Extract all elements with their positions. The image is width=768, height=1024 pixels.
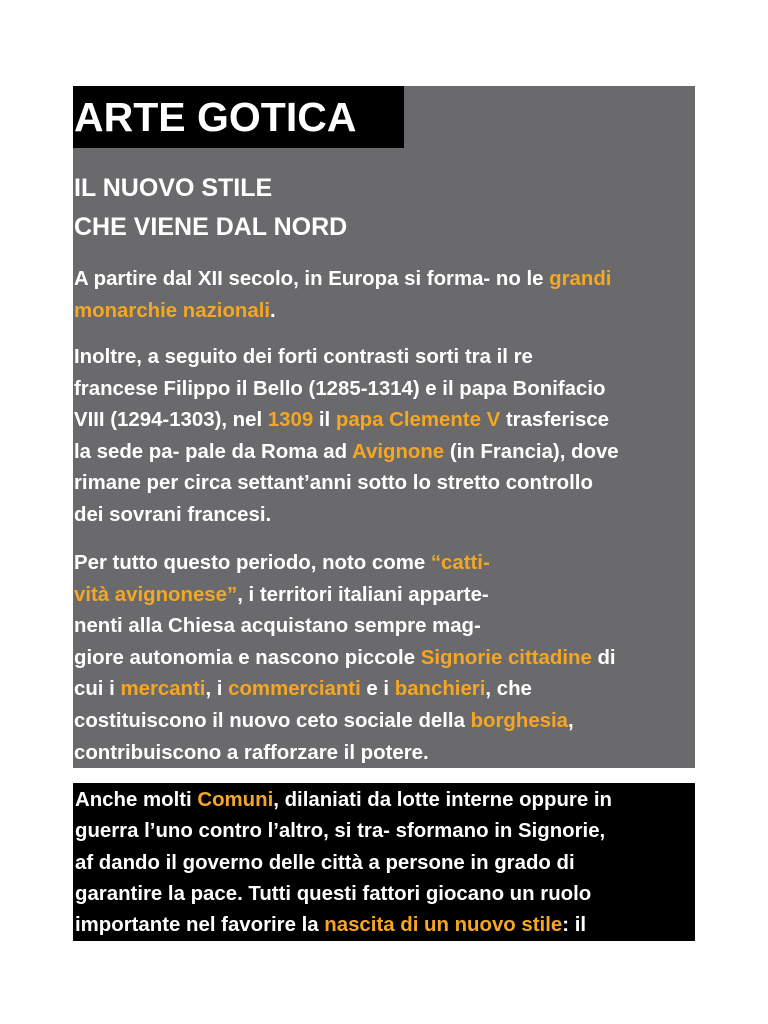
subtitle bbox=[74, 169, 347, 247]
text-segment: , bbox=[568, 709, 574, 732]
text-line: garantire la pace. Tutti questi fattori giocano un ruolo bbox=[75, 882, 592, 905]
text-segment: (in Francia), dove bbox=[444, 440, 619, 463]
text-segment: la sede pa- pale da Roma ad bbox=[74, 440, 353, 463]
highlight-term: grandi bbox=[549, 268, 612, 290]
highlight-term: monarchie nazionali bbox=[74, 299, 271, 322]
text-segment: Anche molti bbox=[75, 789, 198, 811]
subtitle-line-2: CHE VIENE DAL NORD bbox=[74, 213, 348, 241]
text-line bbox=[74, 548, 616, 580]
text-line bbox=[75, 785, 612, 816]
text-segment: , i bbox=[205, 678, 229, 701]
highlight-term: borghesia bbox=[470, 709, 569, 732]
text-line bbox=[74, 643, 616, 675]
text-segment: A partire dal XII secolo, in Europa si forma- no le bbox=[74, 268, 550, 290]
paragraph-monarchies bbox=[74, 264, 611, 327]
text-segment: : il bbox=[562, 914, 587, 937]
highlight-term: banchieri bbox=[394, 678, 486, 701]
text-segment: e i bbox=[360, 678, 395, 701]
text-line: nenti alla Chiesa acquistano sempre mag- bbox=[74, 615, 481, 638]
text-segment: costituiscono il nuovo ceto sociale della bbox=[74, 709, 471, 732]
highlight-term: mercanti bbox=[120, 678, 206, 701]
highlight-term: Comuni bbox=[197, 789, 274, 811]
text-line bbox=[74, 674, 616, 706]
paragraph-comuni bbox=[75, 785, 612, 941]
highlight-term: papa Clemente V bbox=[335, 409, 501, 432]
text-segment: VIII (1294-1303), nel bbox=[74, 409, 268, 432]
highlight-term: 1309 bbox=[267, 409, 314, 432]
text-segment: , i territori italiani apparte- bbox=[237, 583, 489, 606]
text-line bbox=[74, 437, 619, 469]
text-segment: , dilaniati da lotte interne oppure in bbox=[273, 789, 612, 811]
text-segment: trasferisce bbox=[500, 409, 609, 432]
highlight-term: commercianti bbox=[228, 678, 361, 701]
text-segment: giore autonomia e nascono piccole bbox=[74, 646, 421, 669]
highlight-term: Signorie cittadine bbox=[420, 646, 592, 669]
highlight-term: nascita di un nuovo stile bbox=[324, 914, 563, 937]
text-line bbox=[74, 405, 619, 437]
text-line: Inoltre, a seguito dei forti contrasti sorti tra il re bbox=[74, 346, 533, 368]
text-line: dei sovrani francesi. bbox=[74, 503, 272, 526]
text-segment: , che bbox=[485, 678, 532, 701]
highlight-term: “catti- bbox=[430, 552, 490, 574]
text-segment: Per tutto questo periodo, noto come bbox=[74, 552, 431, 574]
text-line: af dando il governo delle città a persone in grado di bbox=[75, 851, 575, 874]
text-line bbox=[75, 910, 612, 941]
text-line bbox=[74, 296, 611, 328]
text-line: contribuiscono a rafforzare il potere. bbox=[74, 741, 429, 764]
text-segment: il bbox=[313, 409, 336, 432]
text-line bbox=[74, 264, 611, 296]
highlight-term: vità avignonese” bbox=[74, 583, 238, 606]
paragraph-captivity bbox=[74, 548, 616, 769]
text-line bbox=[74, 706, 616, 738]
text-line: francese Filippo il Bello (1285-1314) e il papa Bonifacio bbox=[74, 377, 606, 400]
paragraph-avignon bbox=[74, 342, 619, 532]
text-segment: importante nel favorire la bbox=[75, 914, 325, 937]
text-segment: di bbox=[591, 646, 616, 669]
text-segment: . bbox=[270, 299, 276, 322]
text-segment: cui i bbox=[74, 678, 121, 701]
text-line: guerra l’uno contro l’altro, si tra- sformano in Signorie, bbox=[75, 820, 606, 843]
text-line: rimane per circa settant’anni sotto lo stretto controllo bbox=[74, 472, 593, 495]
highlight-term: Avignone bbox=[352, 440, 445, 463]
subtitle-line-1: IL NUOVO STILE bbox=[74, 174, 273, 202]
text-line bbox=[74, 580, 616, 612]
page-title: ARTE GOTICA bbox=[73, 86, 404, 148]
